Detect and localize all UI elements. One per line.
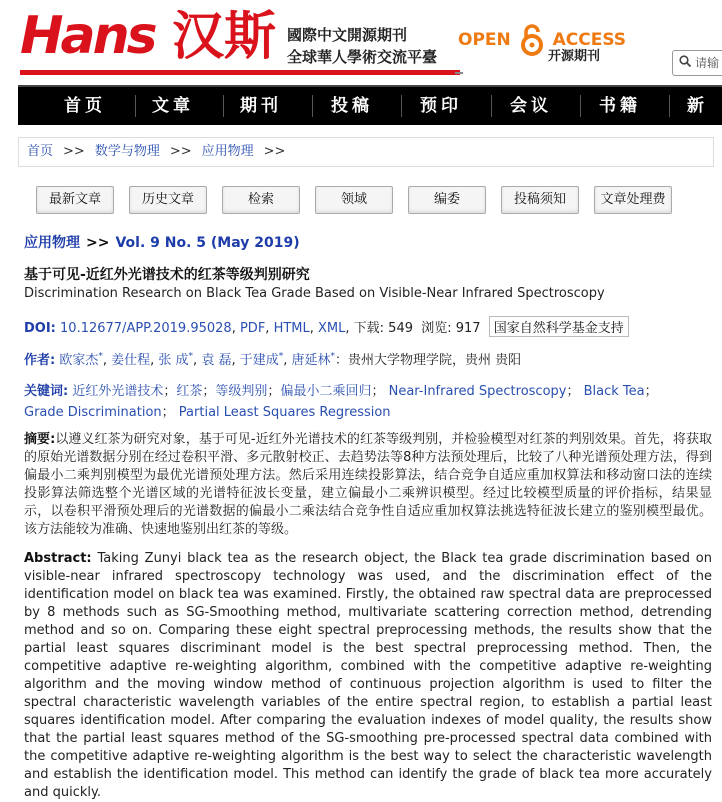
- author-link[interactable]: 唐延林: [291, 353, 331, 368]
- abstract-cn-text: 以遵义红茶为研究对象，基于可见-近红外光谱技术的红茶等级判别，并检验模型对红茶的判别效果。首先，将获取的原始光谱数据分别在经过卷积平滑、多元散射校正、去趋势法等8种方法预处理后，比较了八种光谱预处理方法，得到偏最小二乘判别模型为最优光谱预处理方法。然后采用连续投影算法，结合竞争自适应重加权算法和移动窗口法的连续投影算法筛选整个光谱区域的光谱特征波长变量，建立偏最小二乘辨识模型。经过比较模型质量的评价指标，结果显示，以卷积平滑预处理后的光谱数据的偏最小二乘法结合竞争性自适应重加权算法挑选特征波长建立的鉴别模型最优。该方法能较为准确、快速地鉴别出红茶的等级。: [24, 432, 712, 537]
- nav-home[interactable]: 首页: [64, 96, 106, 116]
- issue-link[interactable]: Vol. 9 No. 5 (May 2019): [115, 235, 300, 251]
- author-link[interactable]: 姜仕程: [111, 353, 151, 368]
- author-link[interactable]: 袁 磊: [201, 353, 232, 368]
- submission-guide-button[interactable]: 投稿须知: [501, 186, 579, 214]
- author-link[interactable]: 于建成: [239, 353, 279, 368]
- oa-open-label: OPEN: [458, 30, 511, 50]
- nav-divider: [401, 95, 402, 117]
- authors-label: 作者:: [24, 353, 56, 368]
- header-red-rule: [20, 70, 460, 75]
- search-box[interactable]: [672, 50, 722, 76]
- oa-access-label: ACCESS: [552, 30, 627, 50]
- nav-divider: [135, 95, 136, 117]
- authors-line: 作者: 欧家杰*, 姜仕程, 张 成*, 袁 磊, 于建成*, 唐延林*：贵州大学物理学院，贵州 贵阳: [24, 351, 522, 368]
- keyword-link[interactable]: 偏最小二乘回归: [280, 384, 372, 399]
- nav-divider: [580, 95, 581, 117]
- keyword-link[interactable]: Grade Discrimination: [24, 405, 162, 420]
- latest-articles-button[interactable]: 最新文章: [36, 186, 114, 214]
- doi-line: DOI: 10.12677/APP.2019.95028, PDF, HTML, XML, 下载: 549 浏览: 917 国家自然科学基金支持: [24, 316, 629, 337]
- keyword-link[interactable]: 近红外光谱技术: [72, 384, 164, 399]
- processing-fee-button[interactable]: 文章处理费: [594, 186, 672, 214]
- hans-logo-cn[interactable]: 汉斯: [172, 6, 277, 67]
- search-button[interactable]: 检索: [222, 186, 300, 214]
- keyword-link[interactable]: Black Tea: [583, 384, 645, 399]
- doi-label: DOI:: [24, 321, 56, 336]
- nav-divider: [669, 95, 670, 117]
- journal-name-link[interactable]: 应用物理: [24, 235, 80, 251]
- past-articles-button[interactable]: 历史文章: [129, 186, 207, 214]
- open-access-logo: [458, 24, 626, 56]
- tagline-line-2: 全球華人學術交流平臺: [287, 48, 438, 66]
- author-link[interactable]: 欧家杰: [59, 353, 99, 368]
- abstract-en-label: Abstract:: [24, 551, 92, 566]
- keyword-link[interactable]: 等级判别: [215, 384, 268, 399]
- nav-articles[interactable]: 文章: [152, 96, 194, 116]
- html-link[interactable]: HTML: [273, 321, 310, 336]
- editorial-board-button[interactable]: 编委: [408, 186, 486, 214]
- hans-logo[interactable]: Hans: [20, 6, 155, 66]
- nav-preprint[interactable]: 预印: [420, 96, 462, 116]
- journal-button-bar: [36, 186, 716, 214]
- abstract-cn: [24, 431, 712, 539]
- abstract-en: [24, 550, 712, 802]
- pdf-link[interactable]: PDF: [239, 321, 266, 336]
- keyword-link[interactable]: Partial Least Squares Regression: [178, 405, 391, 420]
- nav-divider: [491, 95, 492, 117]
- header-grey-rule: [455, 72, 463, 74]
- oa-cn-label: 开源期刊: [548, 49, 601, 64]
- fields-button[interactable]: 领域: [315, 186, 393, 214]
- open-lock-icon: [519, 24, 545, 56]
- keywords-block: 关键词: 近红外光谱技术；红茶；等级判别；偏最小二乘回归； Near-Infrared Spectroscopy； Black Tea； Grade Discrimination； Partial Least Squares Regression: [24, 384, 658, 420]
- nav-conference[interactable]: 会议: [510, 96, 552, 116]
- nav-divider: [312, 95, 313, 117]
- breadcrumb-applied-physics[interactable]: 应用物理: [201, 144, 254, 159]
- site-header: [0, 0, 722, 82]
- article-title-cn: 基于可见-近红外光谱技术的红茶等级判别研究: [24, 267, 310, 283]
- nav-news[interactable]: 新闻: [687, 96, 708, 154]
- keyword-link[interactable]: 红茶: [176, 384, 203, 399]
- nav-journals[interactable]: 期刊: [240, 96, 282, 116]
- abstract-en-text: Taking Zunyi black tea as the research object, the Black tea grade discrimination based on visible-near infrared spectroscopy technology was used, and the discrimination effect of the identification model on black tea was examined. Firstly, the obtained raw spectral data are preprocessed by 8 methods such as SG-Smoothing method, multivariate scattering correction method, detrending method and so on. Comparing these eight spectral preprocessing methods, the results show that the partial least squares discriminant model is the best spectral preprocessing method. Then, the competitive adaptive re-weighting algorithm, combined with the competitive adaptive re-weighting algorithm and the moving window method of continuous projection algorithm is used to filter the spectral characteristic wavelength variables of the entire spectral region, to establish a partial least squares identification model. After comparing the evaluation indexes of model quality, the results show that the partial least squares method of the SG-smoothing pre-processed spectral data combined with the competitive adaptive re-weighting algorithm is the best way to select the characteristic wavelength and establish the identification model. This method can identify the grade of black tea more accurately and quickly.: [24, 551, 712, 800]
- fund-badge[interactable]: 国家自然科学基金支持: [489, 316, 629, 337]
- keyword-link[interactable]: Near-Infrared Spectroscopy: [388, 384, 567, 399]
- keywords-label: 关键词:: [24, 384, 69, 399]
- breadcrumb-home[interactable]: 首页: [27, 144, 54, 159]
- search-icon[interactable]: [679, 52, 691, 76]
- download-count: 下载: 549: [353, 321, 413, 336]
- view-count: 浏览: 917: [421, 321, 481, 336]
- search-input[interactable]: 请输: [695, 56, 720, 70]
- breadcrumb-math-physics[interactable]: 数学与物理: [94, 144, 160, 159]
- abstract-cn-label: 摘要:: [24, 432, 56, 447]
- article-title-en: Discrimination Research on Black Tea Grade Based on Visible-Near Infrared Spectroscopy: [24, 286, 605, 301]
- journal-issue-heading: 应用物理 >> Vol. 9 No. 5 (May 2019): [24, 235, 300, 251]
- affiliation: 贵州大学物理学院，贵州 贵阳: [348, 353, 522, 368]
- nav-divider: [223, 95, 224, 117]
- xml-link[interactable]: XML: [318, 321, 346, 336]
- author-link[interactable]: 张 成: [158, 353, 189, 368]
- breadcrumb: 首页 >> 数学与物理 >> 应用物理 >>: [18, 137, 714, 167]
- site-tagline: [287, 24, 437, 68]
- tagline-line-1: 國際中文開源期刊: [287, 26, 408, 44]
- nav-books[interactable]: 书籍: [599, 96, 641, 116]
- doi-link[interactable]: 10.12677/APP.2019.95028: [60, 321, 232, 336]
- nav-submit[interactable]: 投稿: [331, 96, 373, 116]
